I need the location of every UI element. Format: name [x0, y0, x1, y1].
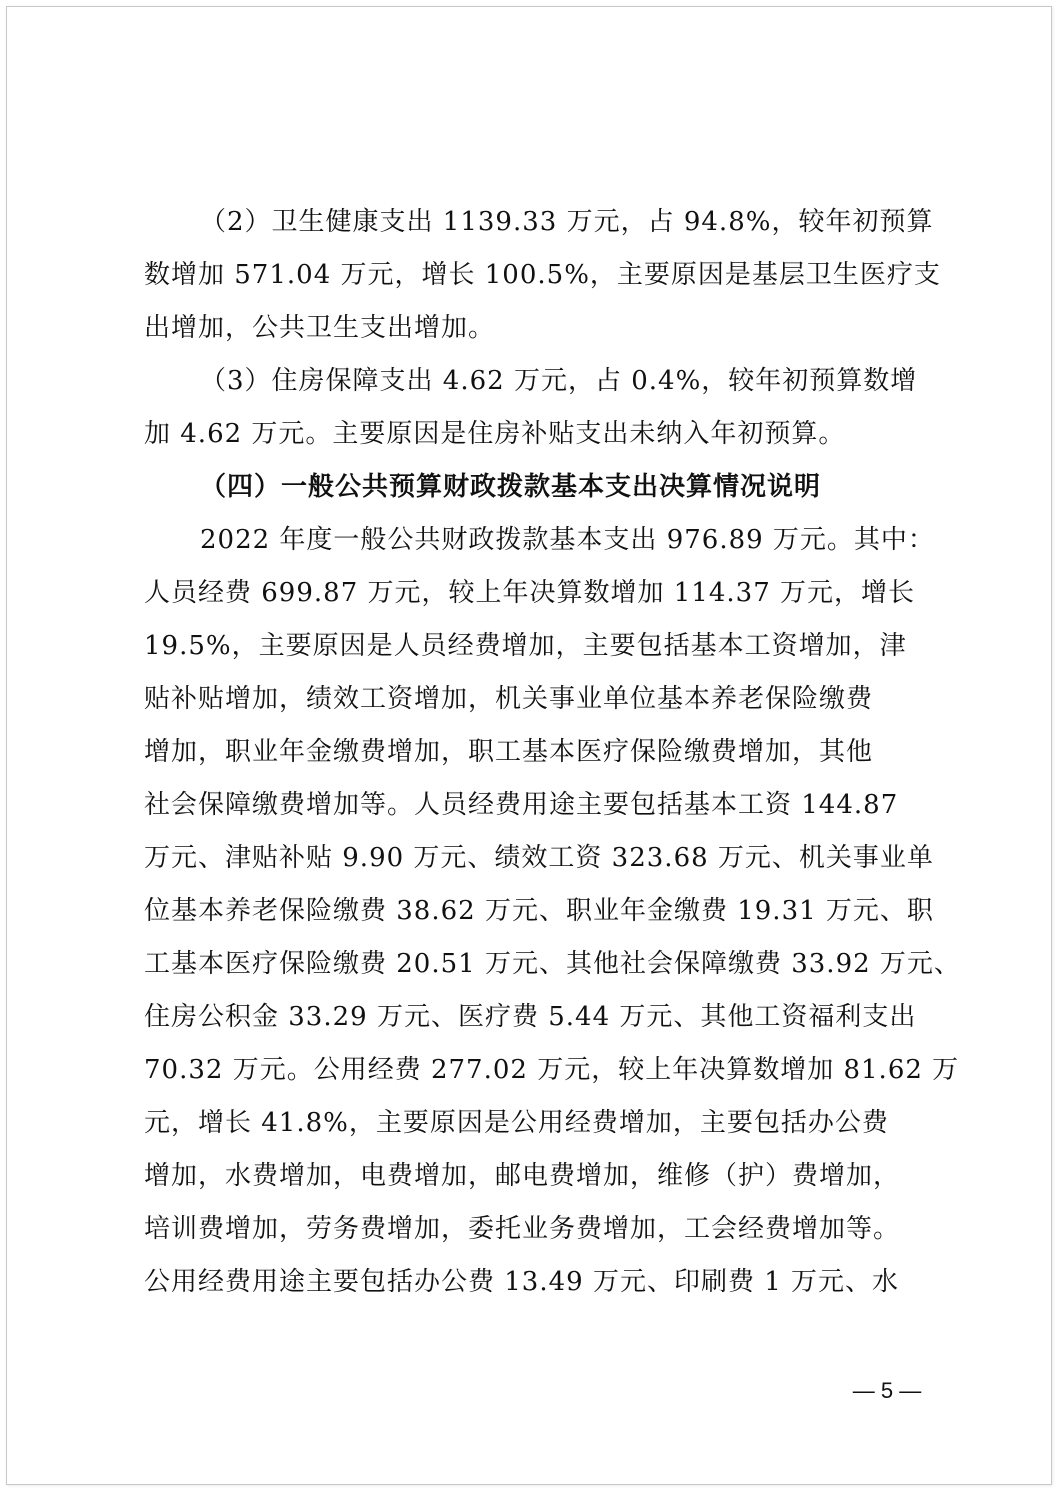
paragraph-line: 加 4.62 万元。主要原因是住房补贴支出未纳入年初预算。: [144, 419, 846, 449]
page-number: — 5 —: [852, 1378, 922, 1403]
section-heading: （四）一般公共预算财政拨款基本支出决算情况说明: [200, 472, 822, 502]
paragraph-line: 元，增长 41.8%，主要原因是公用经费增加，主要包括办公费: [144, 1108, 889, 1138]
paragraph-line: 19.5%，主要原因是人员经费增加，主要包括基本工资增加，津: [144, 631, 907, 661]
paragraph-line: 工基本医疗保险缴费 20.51 万元、其他社会保障缴费 33.92 万元、: [144, 949, 961, 979]
paragraph-line: 公用经费用途主要包括办公费 13.49 万元、印刷费 1 万元、水: [144, 1267, 900, 1297]
paragraph-line: 2022 年度一般公共财政拨款基本支出 976.89 万元。其中：: [200, 525, 935, 555]
paragraph-line: （3）住房保障支出 4.62 万元，占 0.4%，较年初预算数增: [200, 366, 918, 396]
paragraph-line: （2）卫生健康支出 1139.33 万元，占 94.8%，较年初预算: [200, 207, 934, 237]
paragraph-line: 人员经费 699.87 万元，较上年决算数增加 114.37 万元，增长: [144, 578, 916, 608]
paragraph-line: 出增加，公共卫生支出增加。: [144, 313, 496, 343]
paragraph-line: 增加，水费增加，电费增加，邮电费增加，维修（护）费增加，: [144, 1161, 901, 1191]
paragraph-line: 70.32 万元。公用经费 277.02 万元，较上年决算数增加 81.62 万: [144, 1055, 960, 1085]
paragraph-line: 社会保障缴费增加等。人员经费用途主要包括基本工资 144.87: [144, 790, 899, 820]
paragraph-line: 位基本养老保险缴费 38.62 万元、职业年金缴费 19.31 万元、职: [144, 896, 934, 926]
paragraph-line: 万元、津贴补贴 9.90 万元、绩效工资 323.68 万元、机关事业单: [144, 843, 934, 873]
paragraph-line: 住房公积金 33.29 万元、医疗费 5.44 万元、其他工资福利支出: [144, 1002, 917, 1032]
paragraph-line: 数增加 571.04 万元，增长 100.5%，主要原因是基层卫生医疗支: [144, 260, 941, 290]
paragraph-line: 贴补贴增加，绩效工资增加，机关事业单位基本养老保险缴费: [144, 684, 874, 714]
document-body: [144, 196, 961, 1309]
paragraph-line: 增加，职业年金缴费增加，职工基本医疗保险缴费增加，其他: [144, 737, 874, 767]
paragraph-line: 培训费增加，劳务费增加，委托业务费增加，工会经费增加等。: [144, 1214, 901, 1244]
